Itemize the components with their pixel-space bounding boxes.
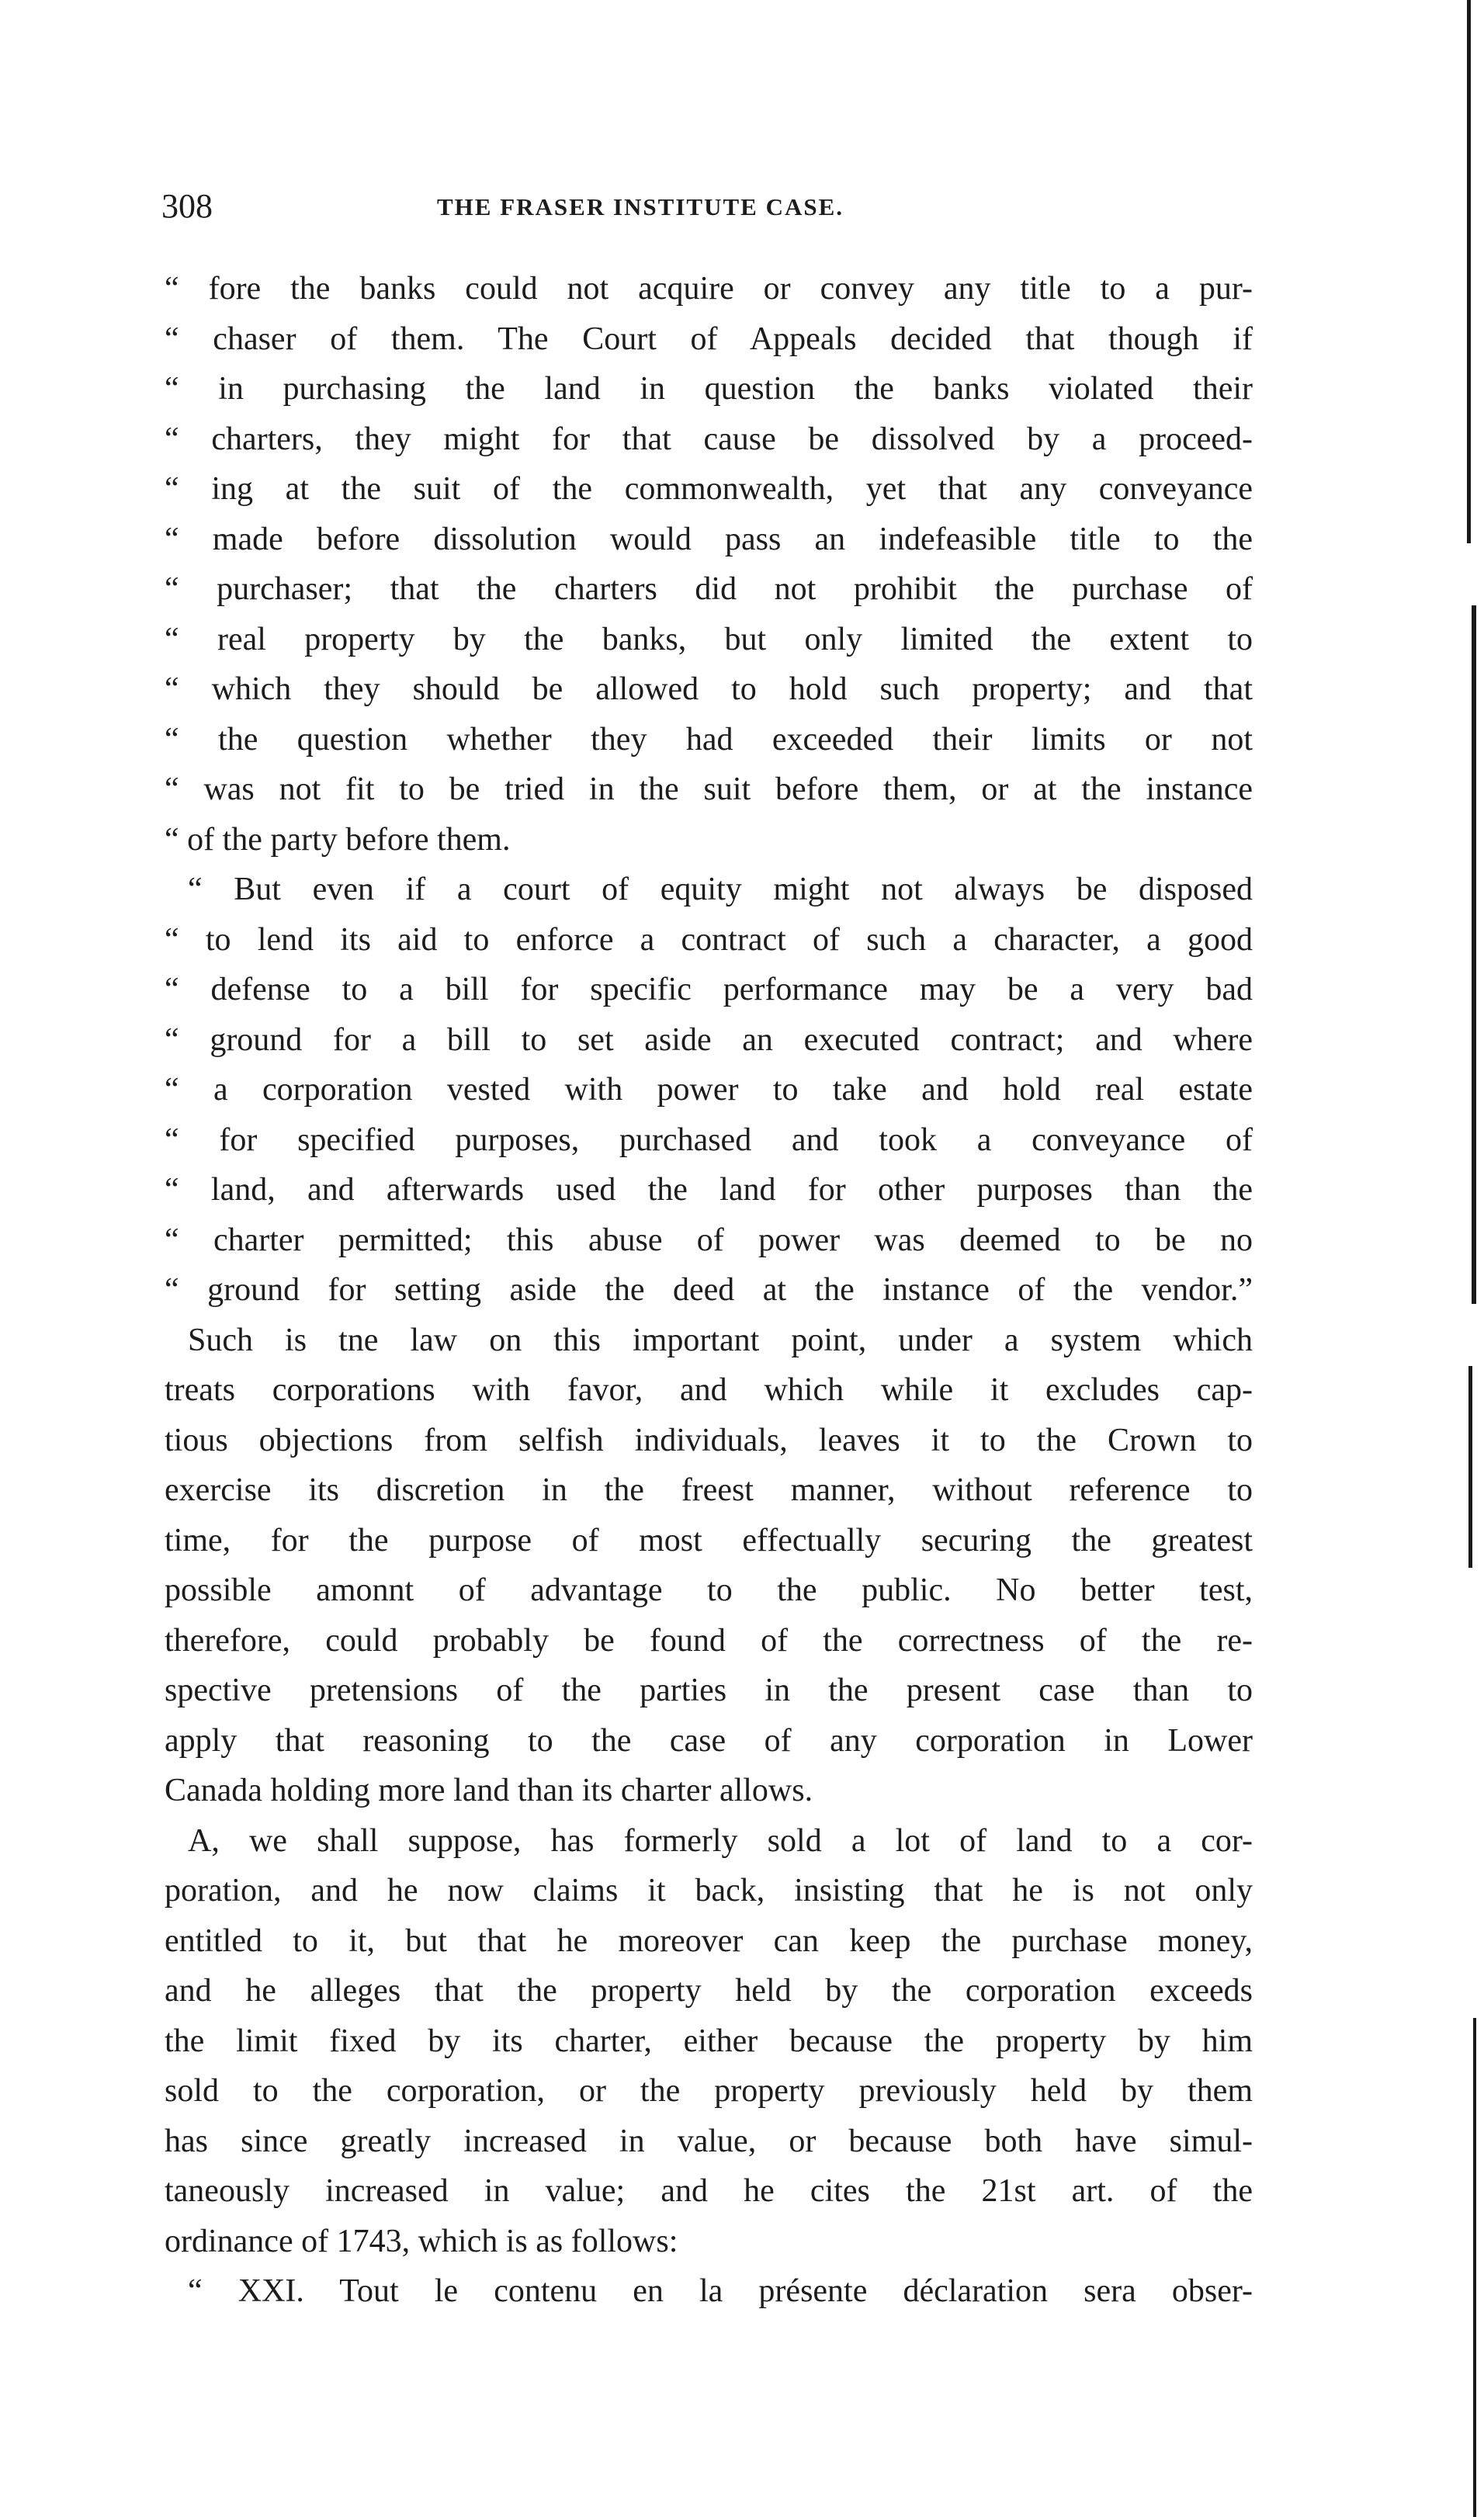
text-line: “ for specified purposes, purchased and took a conveyance of bbox=[165, 1122, 1253, 1158]
text-line: “ purchaser; that the charters did not prohibit the purchase of bbox=[165, 571, 1253, 607]
text-line: ordinance of 1743, which is as follows: bbox=[165, 2223, 678, 2259]
text-line: therefore, could probably be found of the correctness of the re- bbox=[165, 1622, 1253, 1659]
text-line: “ ground for setting aside the deed at the instance of the vendor.” bbox=[165, 1272, 1253, 1308]
text-line: the limit fixed by its charter, either because the property by him bbox=[165, 2023, 1253, 2059]
text-line: “ in purchasing the land in question the banks violated their bbox=[165, 371, 1253, 407]
text-line: has since greatly increased in value, or because both have simul- bbox=[165, 2123, 1253, 2159]
text-line: Such is tne law on this important point, under a system which bbox=[188, 1322, 1253, 1358]
text-line: spective pretensions of the parties in the present case than to bbox=[165, 1673, 1253, 1708]
text-line: “ ing at the suit of the commonwealth, yet that any conveyance bbox=[165, 471, 1253, 507]
text-line: and he alleges that the property held by the corporation exceeds bbox=[165, 1973, 1253, 2009]
text-line: possible amonnt of advantage to the public. No better test, bbox=[165, 1572, 1253, 1608]
text-line: “ defense to a bill for specific performance may be a very bad bbox=[165, 972, 1253, 1007]
text-line: “ real property by the banks, but only limited the extent to bbox=[165, 621, 1253, 657]
text-line: “ charter permitted; this abuse of power was deemed to be no bbox=[165, 1222, 1253, 1258]
text-line: “ But even if a court of equity might not always be disposed bbox=[188, 872, 1253, 907]
text-line: “ XXI. Tout le contenu en la présente déclaration sera obser- bbox=[188, 2273, 1253, 2309]
text-line: apply that reasoning to the case of any corporation in Lower bbox=[165, 1722, 1253, 1759]
text-line: “ which they should be allowed to hold such property; and that bbox=[165, 671, 1253, 707]
running-head: THE FRASER INSTITUTE CASE. bbox=[437, 193, 844, 220]
text-line: sold to the corporation, or the property previously held by them bbox=[165, 2073, 1253, 2109]
page-edge-mark bbox=[1467, 0, 1471, 543]
text-line: “ the question whether they had exceeded their limits or not bbox=[165, 721, 1253, 758]
text-line: “ made before dissolution would pass an indefeasible title to the bbox=[165, 521, 1253, 557]
text-line: entitled to it, but that he moreover can keep the purchase money, bbox=[165, 1922, 1253, 1959]
text-line: poration, and he now claims it back, insisting that he is not only bbox=[165, 1873, 1253, 1909]
text-line: time, for the purpose of most effectually securing the greatest bbox=[165, 1522, 1253, 1558]
page-edge-mark bbox=[1473, 2018, 1476, 2517]
body-text bbox=[165, 264, 1253, 2317]
page-edge-mark bbox=[1472, 605, 1476, 1304]
text-line: tious objections from selfish individuals, leaves it to the Crown to bbox=[165, 1422, 1253, 1458]
text-line: treats corporations with favor, and which while it excludes cap- bbox=[165, 1372, 1253, 1408]
text-line: “ fore the banks could not acquire or convey any title to a pur- bbox=[165, 271, 1253, 307]
text-line: A, we shall suppose, has formerly sold a lot of land to a cor- bbox=[188, 1822, 1253, 1859]
text-line: “ charters, they might for that cause be dissolved by a proceed- bbox=[165, 421, 1253, 457]
page-header bbox=[161, 183, 1256, 230]
page-number: 308 bbox=[161, 187, 213, 225]
text-line: taneously increased in value; and he cites the 21st art. of the bbox=[165, 2173, 1253, 2209]
page-edge-shadow bbox=[1456, 0, 1484, 2517]
text-line: Canada holding more land than its charter allows. bbox=[165, 1773, 813, 1808]
text-line: “ land, and afterwards used the land for other purposes than the bbox=[165, 1172, 1253, 1208]
page-edge-mark bbox=[1468, 1366, 1472, 1568]
text-line: “ of the party before them. bbox=[165, 821, 511, 858]
text-line: exercise its discretion in the freest manner, without reference to bbox=[165, 1472, 1253, 1508]
text-line: “ to lend its aid to enforce a contract of such a character, a good bbox=[165, 921, 1253, 958]
text-line: “ was not fit to be tried in the suit before them, or at the instance bbox=[165, 771, 1253, 807]
text-line: “ ground for a bill to set aside an executed contract; and where bbox=[165, 1021, 1253, 1058]
text-line: “ a corporation vested with power to take and hold real estate bbox=[165, 1072, 1253, 1108]
text-line: “ chaser of them. The Court of Appeals decided that though if bbox=[165, 321, 1253, 357]
